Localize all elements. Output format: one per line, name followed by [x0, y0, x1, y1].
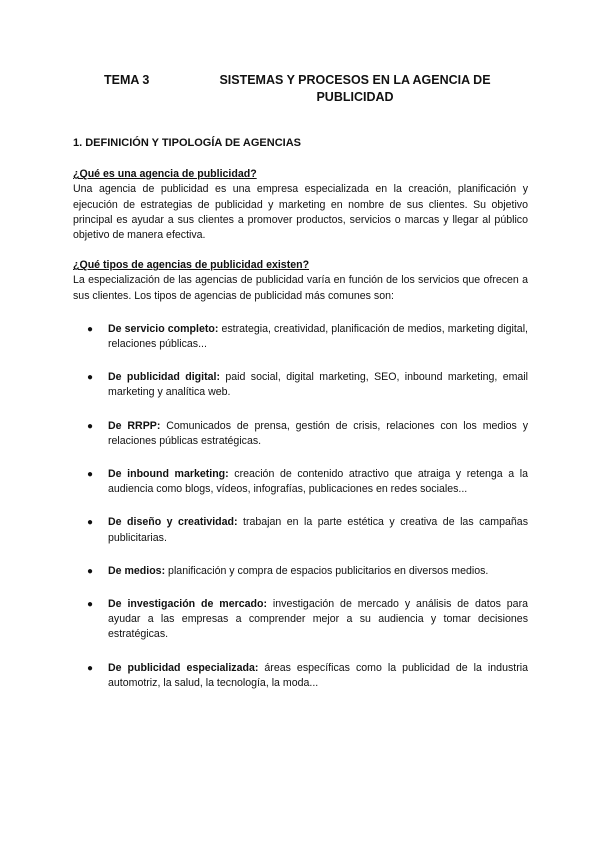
answer-paragraph: La especialización de las agencias de publicidad varía en función de los servicios que ofrecen a sus clientes. Los tipos de agencias de publicidad más comunes son:: [73, 274, 528, 302]
question-heading: ¿Qué es una agencia de publicidad?: [73, 168, 257, 181]
agency-type-description: creación de contenido atractivo que atraiga y retenga a la audiencia como blogs, vídeos, infografías, publicaciones en redes sociales...: [108, 468, 528, 496]
agency-type-term: De servicio completo:: [108, 322, 219, 335]
bullet-icon: ●: [87, 599, 94, 611]
tema-label: TEMA 3: [104, 73, 150, 87]
agency-type-term: De medios:: [108, 564, 166, 577]
bullet-icon: ●: [87, 565, 94, 577]
agency-type-description: Comunicados de prensa, gestión de crisis, relaciones con los medios y relaciones públicas estratégicas.: [108, 419, 528, 447]
list-item: [87, 467, 528, 497]
list-item: [87, 597, 528, 643]
list-item: [87, 661, 528, 691]
agency-type-term: De diseño y creatividad:: [108, 516, 238, 529]
agency-type-description: trabajan en la parte estética y creativa de las campañas publicitarias.: [108, 516, 528, 544]
document-title: [205, 72, 505, 106]
document-header: [0, 72, 600, 112]
agency-type-term: De publicidad digital:: [108, 371, 220, 384]
list-item: [87, 564, 528, 579]
document-title-line-1: SISTEMAS Y PROCESOS EN LA AGENCIA DE: [219, 73, 491, 87]
list-item: [87, 322, 528, 352]
question-heading: ¿Qué tipos de agencias de publicidad existen?: [73, 259, 310, 272]
list-item: [87, 370, 529, 400]
bullet-icon: ●: [87, 372, 94, 384]
agency-type-description: investigación de mercado y análisis de datos para ayudar a las empresas a comprender mejor a su audiencia y tomar decisiones estratégicas.: [108, 598, 528, 641]
agency-type-term: De investigación de mercado:: [108, 598, 267, 611]
answer-paragraph: Una agencia de publicidad es una empresa especializada en la creación, planificación y ejecución de estrategias de publicidad y marketing en nombre de sus clientes. Su objetivo principal es ayudar a sus clientes a promover productos, servicios o marcas y llegar al público objetivo de manera efectiva.: [73, 183, 528, 242]
bullet-icon: ●: [87, 323, 94, 335]
question-block-2: [73, 258, 528, 691]
agency-type-description: planificación y compra de espacios publicitarios en diversos medios.: [165, 564, 489, 577]
bullet-icon: ●: [87, 662, 94, 674]
agency-type-description: paid social, digital marketing, SEO, inbound marketing, email marketing y analítica web.: [108, 371, 529, 399]
bullet-icon: ●: [87, 517, 94, 529]
question-block-1: [73, 167, 528, 243]
bullet-icon: ●: [87, 420, 94, 432]
agency-type-description: áreas específicas como la publicidad de la industria automotriz, la salud, la tecnología, la moda...: [108, 661, 528, 689]
agency-type-term: De publicidad especializada:: [108, 661, 259, 674]
list-item: [87, 419, 528, 449]
agency-type-term: De RRPP:: [108, 419, 161, 432]
agency-type-description: estrategia, creatividad, planificación de medios, marketing digital, relaciones públicas...: [108, 322, 528, 351]
document-body: [73, 136, 528, 709]
agency-types-list: [73, 322, 528, 691]
document-title-line-2: PUBLICIDAD: [316, 90, 394, 104]
bullet-icon: ●: [87, 469, 94, 481]
section-title: 1. DEFINICIÓN Y TIPOLOGÍA DE AGENCIAS: [73, 137, 301, 149]
list-item: [87, 515, 528, 545]
agency-type-term: De inbound marketing:: [108, 468, 229, 481]
